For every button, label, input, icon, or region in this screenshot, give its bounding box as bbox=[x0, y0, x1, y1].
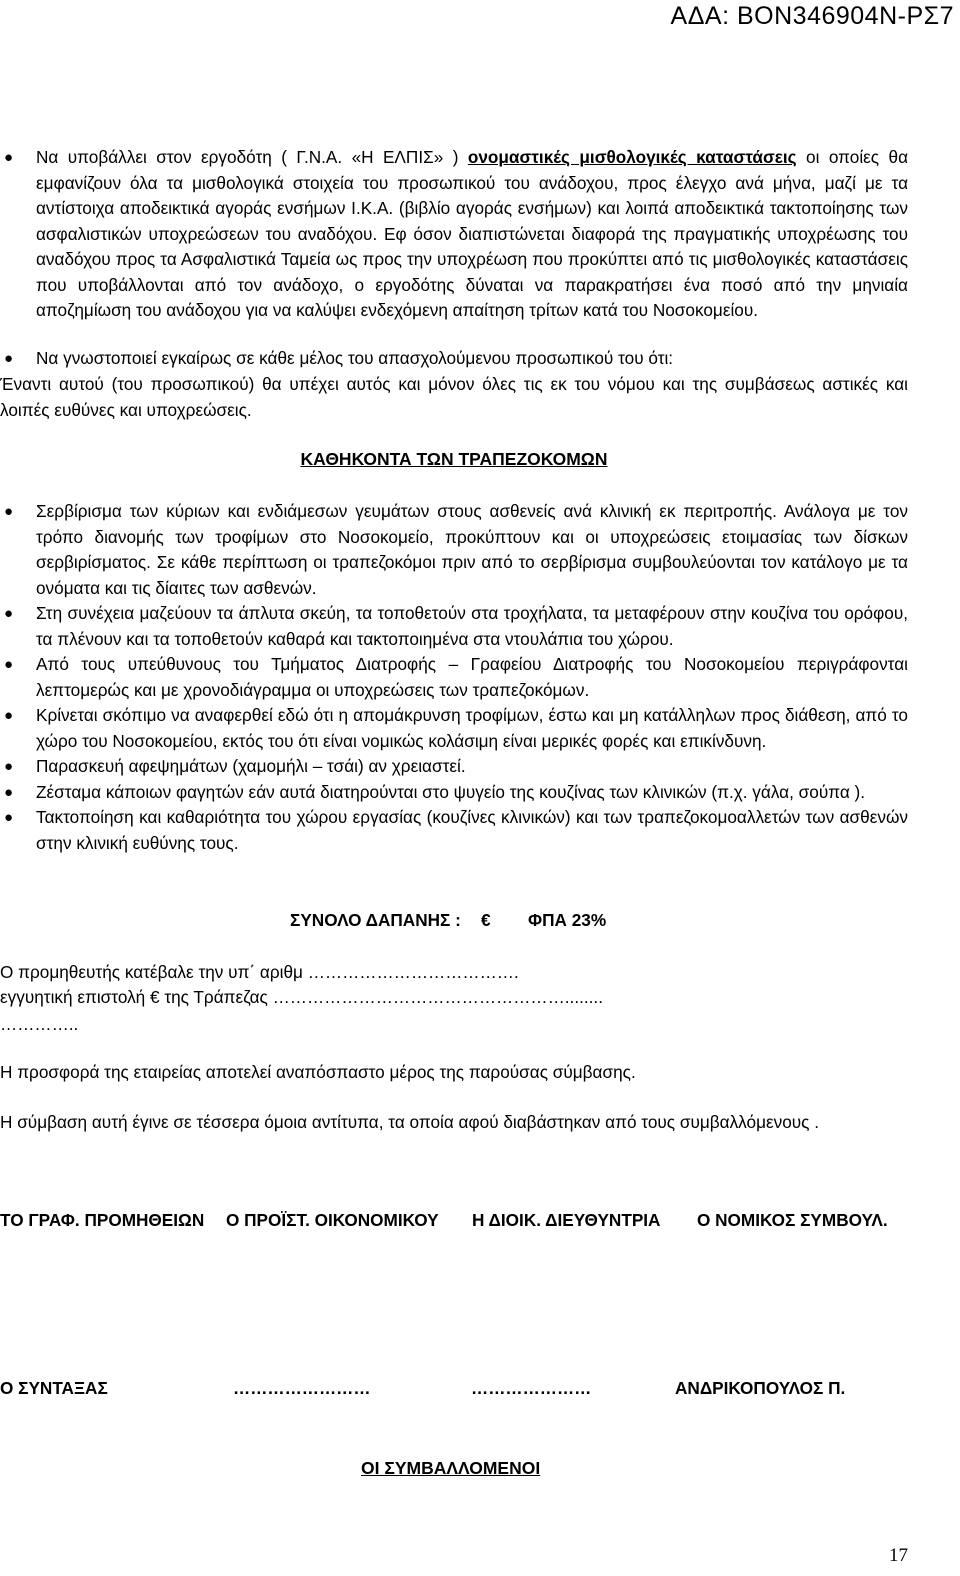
duties-list bbox=[0, 499, 908, 856]
author-dots-2: ………………… bbox=[471, 1378, 592, 1398]
vat-label: ΦΠΑ 23% bbox=[528, 910, 607, 930]
author-dots-1: …………………… bbox=[233, 1378, 371, 1398]
duties-heading: ΚΑΘΗΚΟΝΤΑ ΤΩΝ ΤΡΑΠΕΖΟΚΟΜΩΝ bbox=[300, 449, 608, 469]
author-label: Ο ΣΥΝΤΑΞΑΣ bbox=[0, 1378, 108, 1398]
euro-sign: € bbox=[481, 910, 491, 930]
signatory-procurement: ΤΟ ΓΡΑΦ. ΠΡΟΜΗΘΕΙΩΝ bbox=[0, 1210, 205, 1230]
list-item: ● Στη συνέχεια μαζεύουν τα άπλυτα σκεύη, τα τοποθετούν στα τροχήλατα, τα μεταφέρουν στην κουζίνα του ορόφου, τα πλένουν και τα τοποθετούν καθαρά και τακτοποιημένα στα ντουλάπια του χώρου. bbox=[4, 603, 908, 649]
list-item: ● Από τους υπεύθυνους του Τμήματος Διατροφής – Γραφείου Διατροφής του Νοσοκομείου περιγράφονται λεπτομερώς και με χρονοδιάγραμμα οι υποχρεώσεις των τραπεζοκόμων. bbox=[4, 654, 908, 700]
offer-statement: Η προσφορά της εταιρείας αποτελεί αναπόσπαστο μέρος της παρούσας σύμβασης. bbox=[0, 1062, 636, 1082]
list-item: ● Σερβίρισμα των κύριων και ενδιάμεσων γευμάτων στους ασθενείς ανά κλινική εκ περιτροπής. Ανάλογα με τον τρόπο διανομής των τροφίμων στο Νοσοκομείο, προκύπτουν και οι υποχρεώσεις ετοιμασίας των δίσκων σερβιρίσματος. Σε κάθε περίπτωση οι τραπεζοκόμοι πριν από το σερβίρισμα συμβουλεύονται τον κατάλογο με τα ονόματα και τις δίαιτες των ασθενών. bbox=[4, 501, 908, 598]
guarantee-line-2: εγγυητική επιστολή € της Τράπεζας ……………………………………………........ bbox=[0, 987, 603, 1007]
intro-bullet-1-text: Να υποβάλλει στον εργοδότη ( Γ.Ν.Α. «Η ΕΛΠΙΣ» ) ονομαστικές μισθολογικές καταστάσεις οι οποίες θα εμφανίζουν όλα τα μισθολογικά στοιχεία του προσωπικού του ανάδοχου, προς έλεγχο ανά μήνα, μαζί με τα αντίστοιχα αποδεικτικά αγοράς ενσήμων Ι.Κ.Α. (βιβλίο αγοράς ενσήμων) και λοιπά αποδεικτικά τακτοποίησης των ασφαλιστικών υποχρεώσεων του αναδόχου. Εφ όσον διαπιστώνεται διαφορά της πραγματικής υποχρέωσης του αναδόχου προς τα Ασφαλιστικά Ταμεία ως προς την υποχρέωση που προκύπτει από τις μισθολογικές καταστάσεις που υποβάλλονται από τον ανάδοχο, ο εργοδότης δύναται να παρακρατήσει ένα ποσό από την μηνιαία αποζημίωση του ανάδοχου για να καλύψει ενδεχόμενη απαίτηση τρίτων κατά του Νοσοκομείου. bbox=[36, 147, 908, 320]
parties-heading: ΟΙ ΣΥΜΒΑΛΛΟΜΕΝΟΙ bbox=[361, 1458, 541, 1478]
bullet-icon: ● bbox=[4, 758, 14, 775]
guarantee-line-3: ………….. bbox=[0, 1014, 79, 1034]
intro-bullet-2 bbox=[0, 346, 908, 372]
signatory-finance-head: Ο ΠΡΟΪΣΤ. ΟΙΚΟΝΟΜΙΚΟΥ bbox=[226, 1210, 439, 1230]
list-item: ● Ζέσταμα κάποιων φαγητών εάν αυτά διατηρούνται στο ψυγείο της κουζίνας των κλινικών (π.χ. γάλα, σούπα ). bbox=[0, 780, 908, 806]
list-item: ● Κρίνεται σκόπιμο να αναφερθεί εδώ ότι η απομάκρυνση τροφίμων, έστω και μη κατάλληλων προς διάθεση, από το χώρο του Νοσοκομείου, εκτός του ότι είναι νομικώς κολάσιμη είναι μερικές φορές και επικίνδυνη. bbox=[4, 705, 908, 751]
intro-bullet-2-text: Να γνωστοποιεί εγκαίρως σε κάθε μέλος του απασχολούμενου προσωπικού του ότι: bbox=[36, 348, 674, 368]
bullet-icon: ● bbox=[4, 605, 14, 622]
author-name: ΑΝΔΡΙΚΟΠΟΥΛΟΣ Π. bbox=[675, 1378, 846, 1398]
list-item: ● Τακτοποίηση και καθαριότητα του χώρου εργασίας (κουζίνες κλινικών) και των τραπεζοκομοαλλετών των ασθενών στην κλινική ευθύνης τους. bbox=[4, 807, 908, 853]
bullet-icon: ● bbox=[4, 656, 14, 673]
notice-paragraph: Έναντι αυτού (του προσωπικού) θα υπέχει αυτός και μόνον όλες τις εκ του νόμου και της συμβάσεως αστικές και λοιπές ευθύνες και υποχρεώσεις. bbox=[0, 374, 908, 420]
bullet-icon: ● bbox=[4, 809, 14, 826]
bullet-icon: ● bbox=[4, 149, 14, 166]
signatory-director: Η ΔΙΟΙΚ. ΔΙΕΥΘΥΝΤΡΙΑ bbox=[472, 1210, 661, 1230]
page-number: 17 bbox=[889, 1545, 908, 1566]
bullet-icon: ● bbox=[4, 350, 14, 367]
payroll-statements-emphasis: ονομαστικές μισθολογικές καταστάσεις bbox=[467, 147, 797, 167]
bullet-icon: ● bbox=[4, 783, 14, 801]
bullet-icon: ● bbox=[4, 503, 14, 520]
copies-statement: Η σύμβαση αυτή έγινε σε τέσσερα όμοια αντίτυπα, τα οποία αφού διαβάστηκαν από τους συμβαλλόμενους . bbox=[0, 1112, 820, 1132]
list-item: ● Παρασκευή αφεψημάτων (χαμομήλι – τσάι) αν χρειαστεί. bbox=[0, 754, 908, 780]
signatory-legal-advisor: Ο ΝΟΜΙΚΟΣ ΣΥΜΒΟΥΛ. bbox=[697, 1210, 888, 1230]
ada-code: ΑΔΑ: ΒΟΝ346904Ν-ΡΣ7 bbox=[670, 2, 954, 30]
total-expense-label: ΣΥΝΟΛΟ ΔΑΠΑΝΗΣ : bbox=[290, 910, 461, 930]
guarantee-line-1: Ο προμηθευτής κατέβαλε την υπ΄ αριθμ ………………………………. bbox=[0, 962, 519, 982]
bullet-icon: ● bbox=[4, 707, 14, 724]
intro-bullet-1 bbox=[0, 145, 908, 324]
